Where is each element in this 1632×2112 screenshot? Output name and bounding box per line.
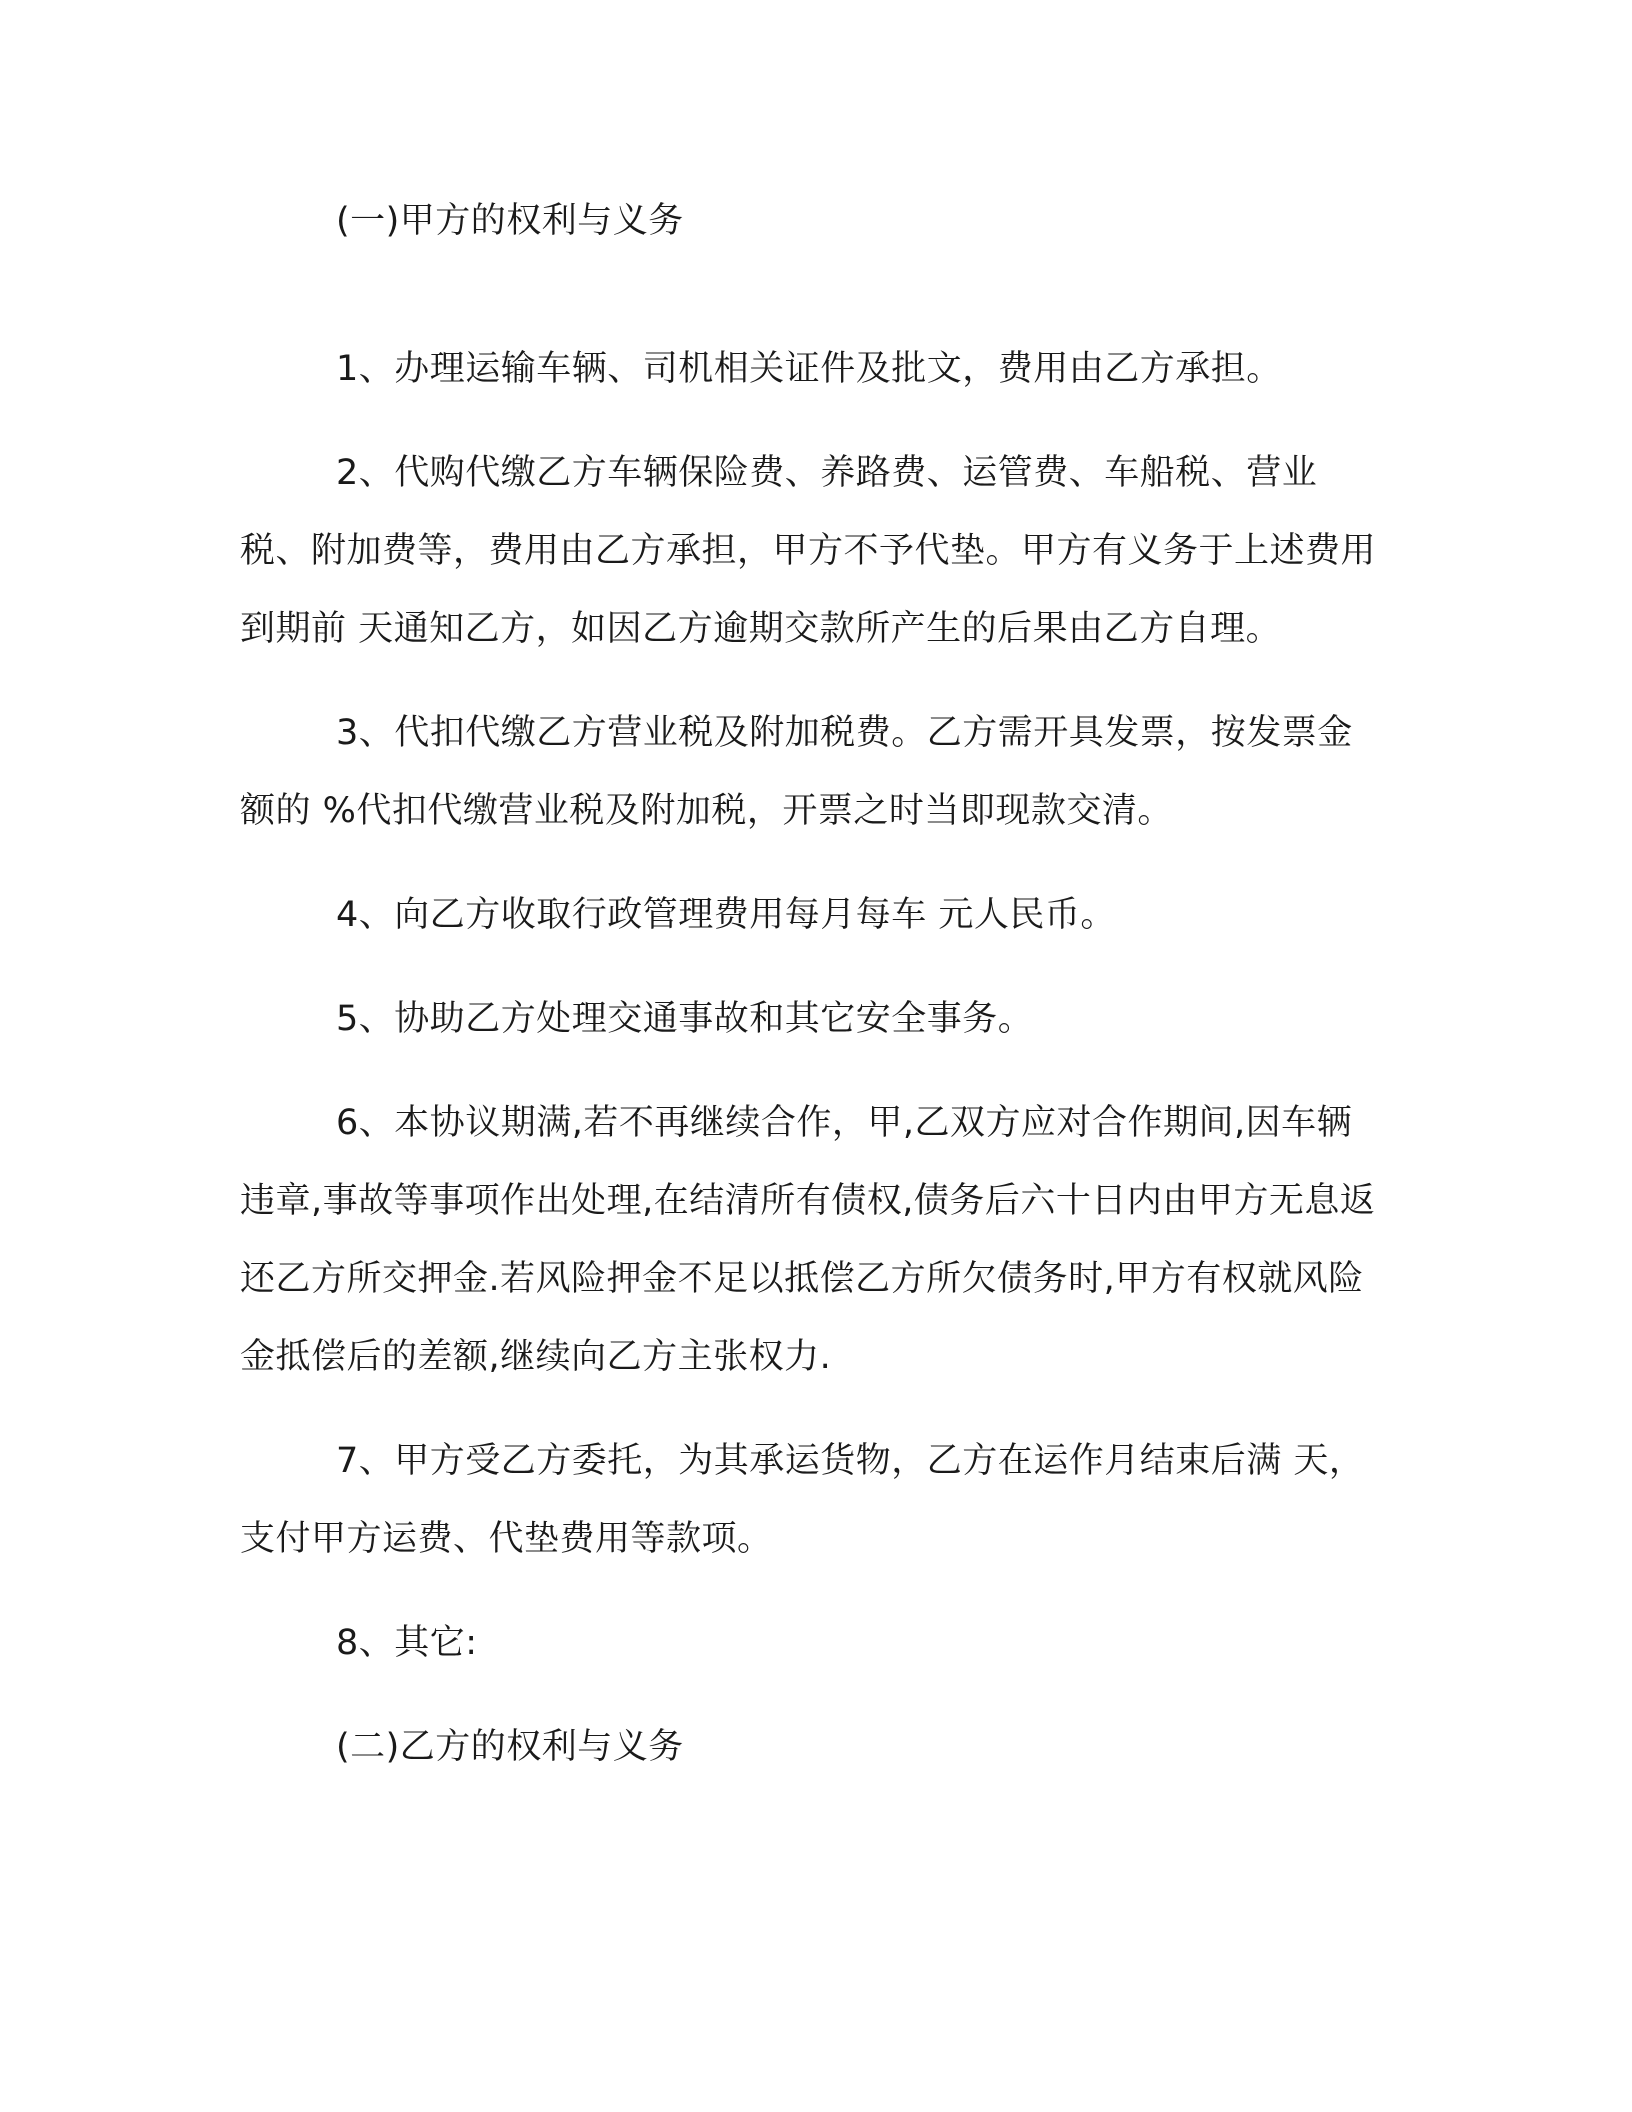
clause-2: 2、代购代缴乙方车辆保险费、养路费、运管费、车船税、营业税、附加费等，费用由乙方承担，甲方不予代垫。甲方有义务于上述费用到期前 天通知乙方，如因乙方逾期交款所产生的后果由乙方自理。 <box>240 453 1377 649</box>
clause-7: 7、甲方受乙方委托，为其承运货物，乙方在运作月结束后满 天，支付甲方运费、代垫费用等款项。 <box>240 1441 1365 1559</box>
clause-1: 1、办理运输车辆、司机相关证件及批文，费用由乙方承担。 <box>336 349 1282 389</box>
clause-4: 4、向乙方收取行政管理费用每月每车 元人民币。 <box>336 895 1116 935</box>
section-heading-party-a: (一)甲方的权利与义务 <box>336 201 684 241</box>
clause-8: 8、其它: <box>336 1623 478 1663</box>
clause-3: 3、代扣代缴乙方营业税及附加税费。乙方需开具发票，按发票金额的 %代扣代缴营业税及附加税，开票之时当即现款交清。 <box>240 713 1353 831</box>
clause-6: 6、本协议期满,若不再继续合作，甲,乙双方应对合作期间,因车辆违章,事故等事项作出处理,在结清所有债权,债务后六十日内由甲方无息返还乙方所交押金.若风险押金不足以抵偿乙方所欠债务时,甲方有权就风险金抵偿后的差额,继续向乙方主张权力. <box>240 1103 1376 1377</box>
clause-5: 5、协助乙方处理交通事故和其它安全事务。 <box>336 999 1034 1039</box>
document-body <box>240 182 1380 1812</box>
section-heading-party-b: (二)乙方的权利与义务 <box>336 1727 684 1767</box>
